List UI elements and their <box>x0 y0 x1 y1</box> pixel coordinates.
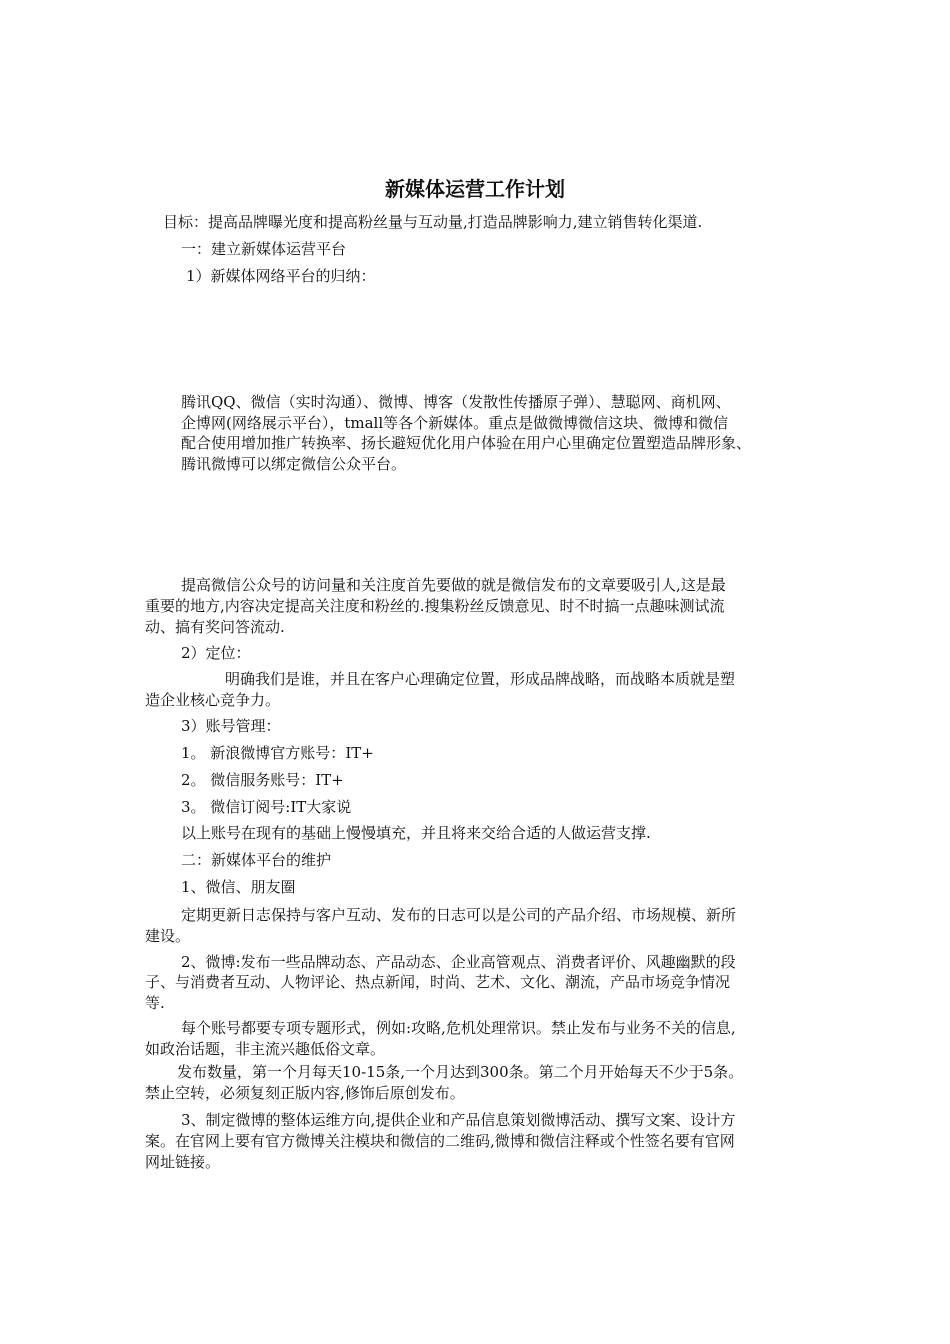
subsection-3-heading: 3）账号管理： <box>181 717 281 735</box>
platforms-line: 腾讯QQ、微信（实时沟通）、微博、博客（发散性传播原子弹）、慧聪网、商机网、 <box>181 393 731 411</box>
topics-line: 每个账号都要专项专题形式，例如:攻略,危机处理常识。禁止发布与业务不关的信息, <box>181 1019 736 1037</box>
weibo-line: 等. <box>145 994 165 1012</box>
platforms-line: 配合使用增加推广转换率、扬长避短优化用户体验在用户心里确定位置塑造品牌形象、 <box>181 434 752 452</box>
goal-line: 目标：提高品牌曝光度和提高粉丝量与互动量,打造品牌影响力,建立销售转化渠道. <box>163 213 703 231</box>
account-item: 3。 微信订阅号:IT大家说 <box>181 798 352 816</box>
traffic-line: 提高微信公众号的访问量和关注度首先要做的就是微信发布的文章要吸引人,这是最 <box>181 576 726 594</box>
document-title: 新媒体运营工作计划 <box>385 177 565 201</box>
traffic-line: 动、搞有奖问答流动. <box>145 618 285 636</box>
platforms-line: 腾讯微博可以绑定微信公众平台。 <box>181 455 407 473</box>
quantity-line: 发布数量，第一个月每天10-15条,一个月达到300条。第二个月开始每天不少于5条。 <box>177 1063 744 1081</box>
traffic-line: 重要的地方,内容决定提高关注度和粉丝的.搜集粉丝反馈意见、时不时搞一点趣味测试流 <box>145 597 725 615</box>
account-item: 1。 新浪微博官方账号：IT+ <box>181 744 374 762</box>
account-item: 2。 微信服务账号：IT+ <box>181 771 344 789</box>
topics-line: 如政治话题，非主流兴趣低俗文章。 <box>145 1040 386 1058</box>
quantity-line: 禁止空转，必须复刻正版内容,修饰后原创发布。 <box>145 1084 465 1102</box>
direction-line: 案。在官网上要有官方微博关注模块和微信的二维码,微博和微信注释或个性签名要有官网 <box>145 1132 735 1150</box>
wechat-line: 建设。 <box>145 927 191 945</box>
platforms-line: 企博网(网络展示平台），tmall等各个新媒体。重点是做微博微信这块、微博和微信 <box>181 414 729 432</box>
accounts-note: 以上账号在现有的基础上慢慢填充，并且将来交给合适的人做运营支撑. <box>181 824 651 842</box>
wechat-heading: 1、微信、朋友圈 <box>181 878 296 896</box>
direction-line: 网址链接。 <box>145 1153 221 1171</box>
position-line: 明确我们是谁，并且在客户心理确定位置，形成品牌战略，而战略本质就是塑 <box>225 670 736 688</box>
subsection-1-heading: 1）新媒体网络平台的归纳： <box>186 267 376 285</box>
weibo-line: 子、与消费者互动、人物评论、热点新闻，时尚、艺术、文化、潮流，产品市场竞争情况 <box>145 973 731 991</box>
wechat-line: 定期更新日志保持与客户互动、发布的日志可以是公司的产品介绍、市场规模、新所 <box>181 906 737 924</box>
section-2-heading: 二：新媒体平台的维护 <box>181 851 332 869</box>
subsection-2-heading: 2）定位： <box>181 644 251 662</box>
section-1-heading: 一：建立新媒体运营平台 <box>181 240 347 258</box>
direction-line: 3、制定微博的整体运维方向,提供企业和产品信息策划微博活动、撰写文案、设计方 <box>181 1111 736 1129</box>
weibo-line: 2、微博:发布一些品牌动态、产品动态、企业高管观点、消费者评价、风趣幽默的段 <box>181 953 736 971</box>
position-line: 造企业核心竞争力。 <box>145 691 281 709</box>
